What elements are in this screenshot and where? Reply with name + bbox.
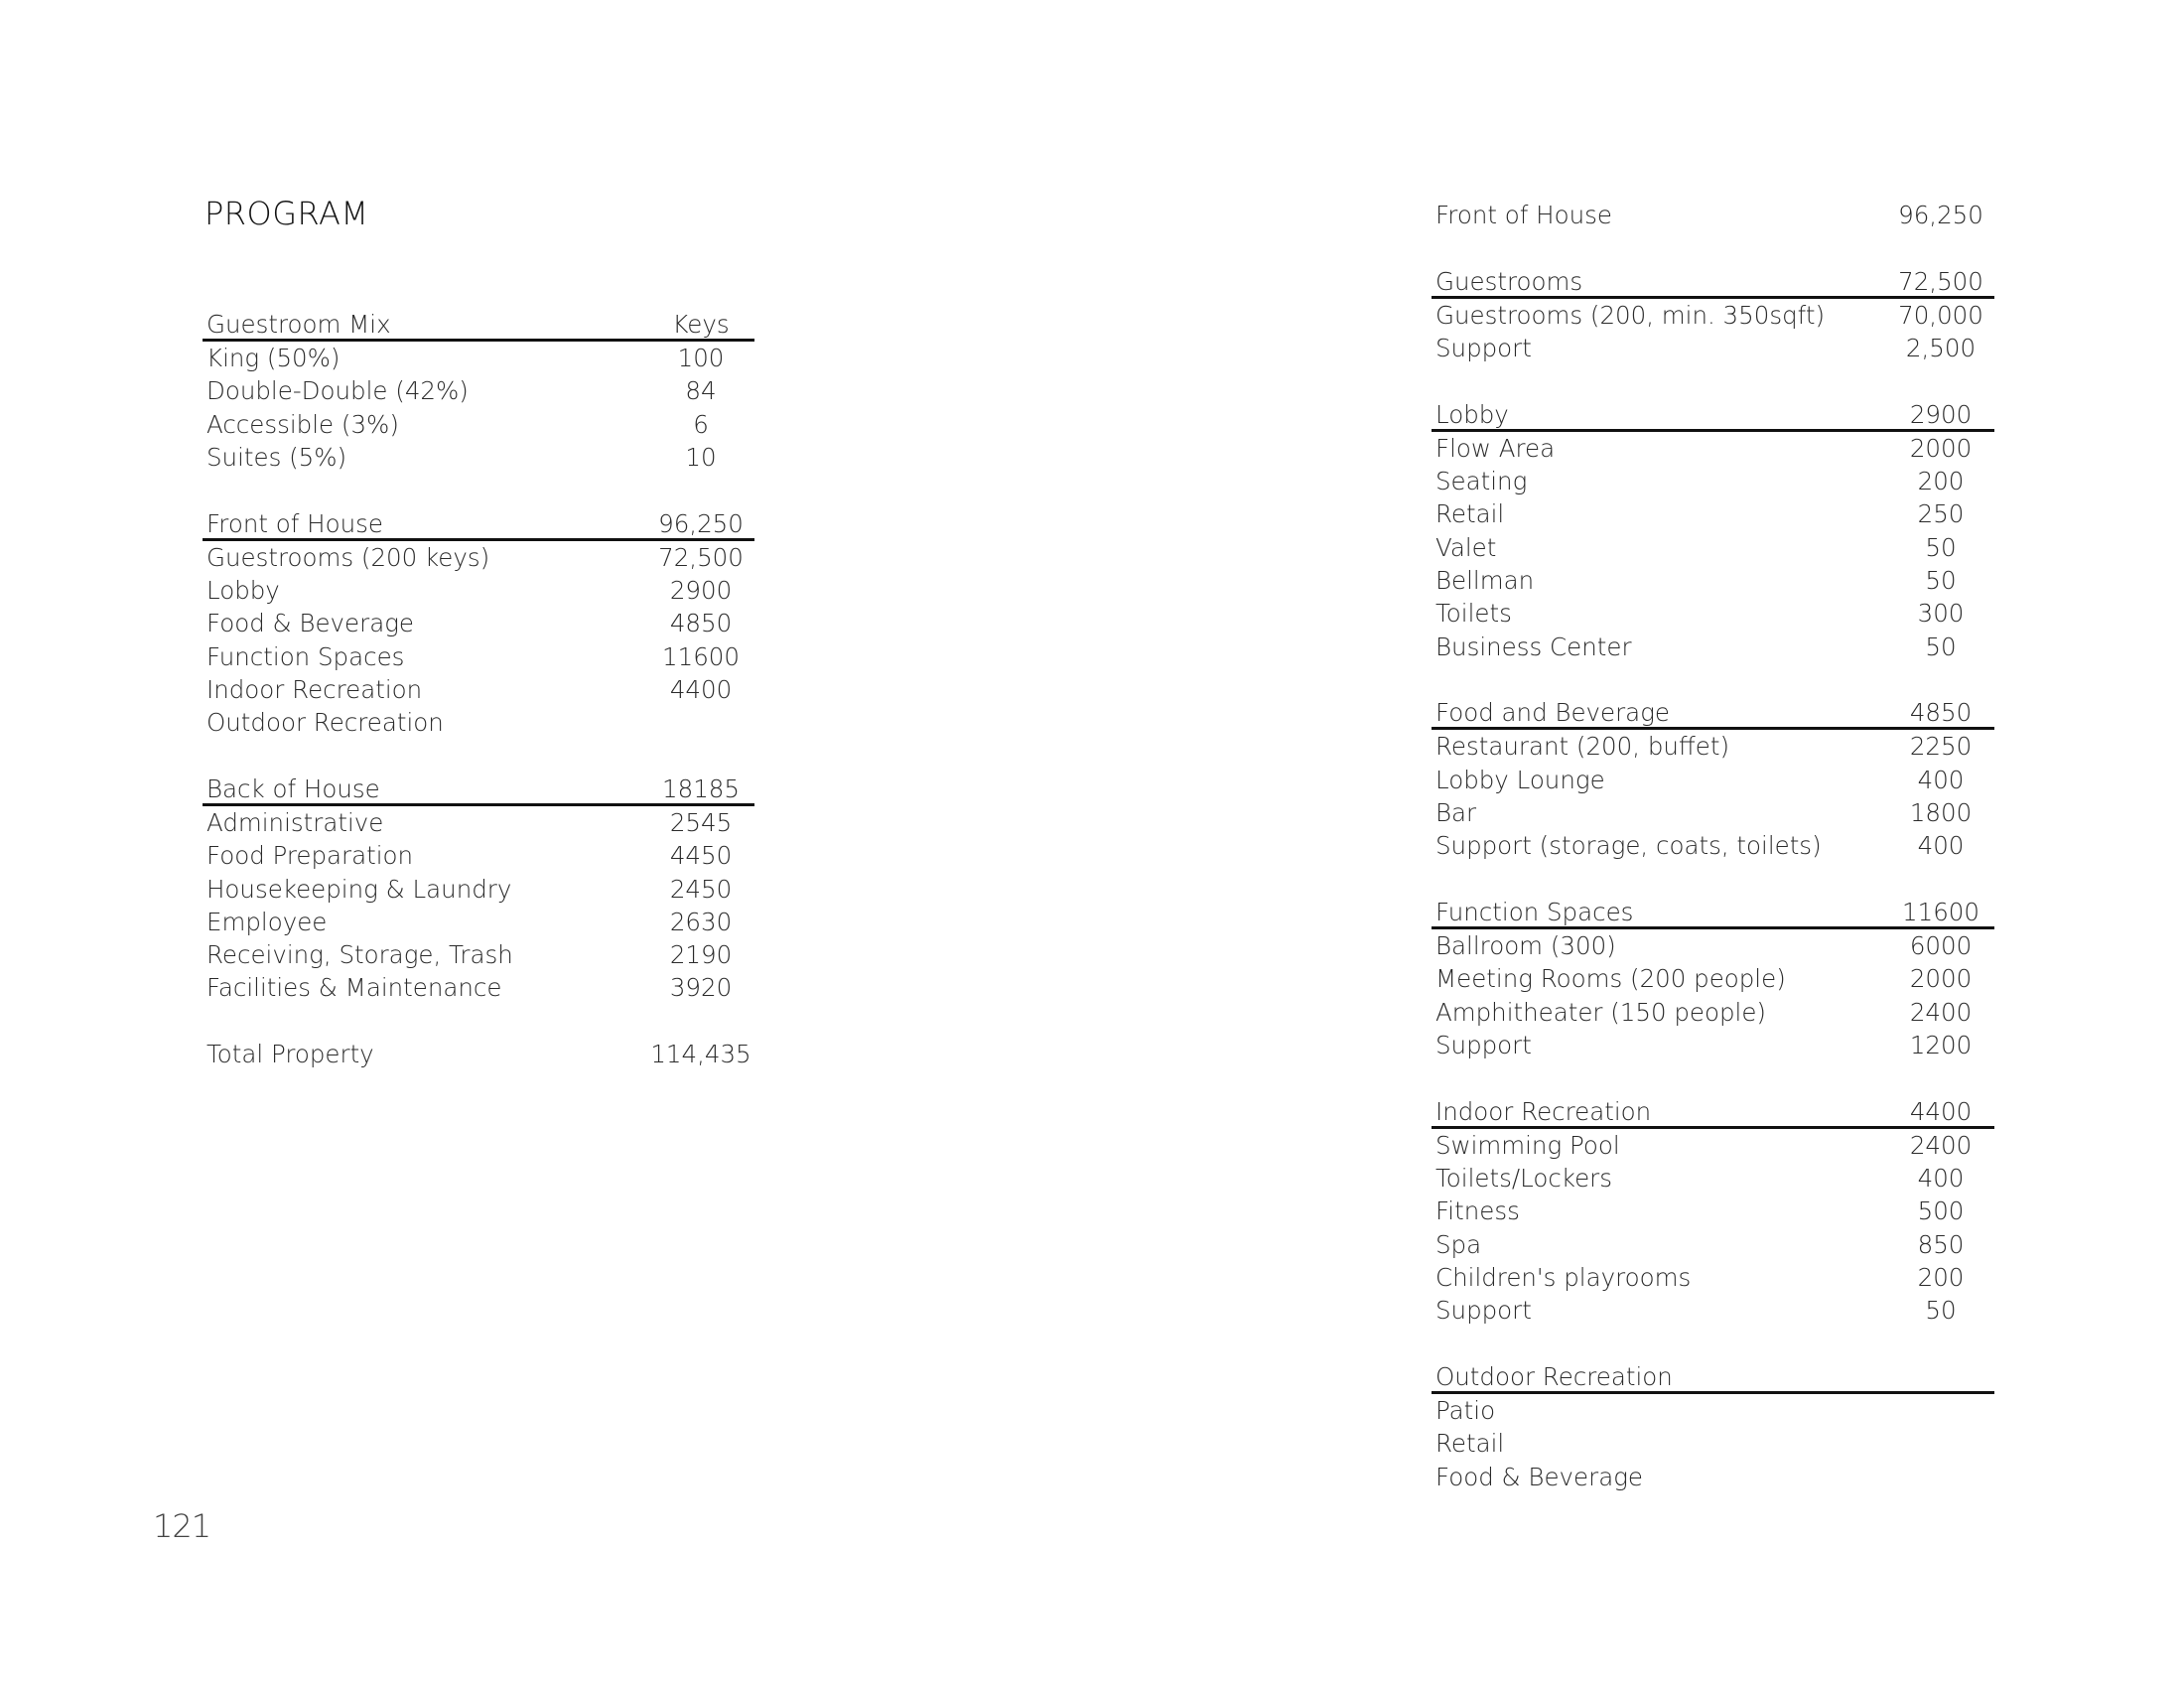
table-row — [1432, 597, 1994, 630]
row-label: Double-Double (42%) — [206, 376, 469, 406]
table-row — [1432, 497, 1994, 530]
row-label: Facilities & Maintenance — [206, 973, 502, 1003]
table-row — [1432, 1261, 1994, 1294]
row-value: 2,500 — [1905, 334, 1977, 363]
row-label: Toilets/Lockers — [1435, 1164, 1613, 1194]
row-value: 4850 — [669, 609, 733, 638]
row-label: Accessible (3%) — [206, 409, 399, 439]
group-header-value: 4400 — [1909, 1096, 1973, 1126]
row-label: Support (storage, coats, toilets) — [1435, 831, 1822, 861]
table-row — [1432, 962, 1994, 995]
guestrooms-group — [1432, 265, 1994, 365]
row-value: 2400 — [1909, 1130, 1973, 1160]
group-header-label: Food and Beverage — [1435, 698, 1670, 728]
table-row — [203, 408, 754, 441]
row-value: 4400 — [669, 674, 733, 704]
group-header-value: 11600 — [1902, 898, 1979, 927]
row-label: Support — [1435, 334, 1532, 363]
row-label: Support — [1435, 1296, 1532, 1326]
group-header — [1432, 398, 1994, 432]
row-label: Receiving, Storage, Trash — [206, 940, 513, 970]
row-label: Lobby Lounge — [1435, 765, 1605, 794]
table-row — [1432, 1461, 1994, 1493]
row-label: Swimming Pool — [1435, 1130, 1620, 1160]
table-row — [1432, 465, 1994, 497]
table-row — [1432, 1394, 1994, 1427]
row-label: Guestrooms (200, min. 350sqft) — [1435, 300, 1825, 330]
total-label: Total Property — [206, 1040, 374, 1069]
table-row — [1432, 432, 1994, 465]
row-label: Bellman — [1435, 566, 1535, 596]
front-of-house-total-row — [1432, 199, 1994, 231]
function-spaces-group — [1432, 896, 1994, 1061]
group-header — [1432, 265, 1994, 299]
page-title: PROGRAM — [205, 195, 369, 232]
table-row — [1432, 829, 1994, 862]
table-row — [1432, 1228, 1994, 1261]
row-value: 2250 — [1909, 732, 1973, 762]
table-row — [203, 541, 754, 574]
table-row — [1432, 531, 1994, 564]
program-summary-table — [203, 308, 754, 1071]
row-label: Front of House — [1435, 201, 1612, 229]
total-row — [203, 1038, 754, 1070]
row-label: Toilets — [1435, 599, 1512, 629]
row-value: 250 — [1917, 499, 1965, 529]
back-of-house-group — [203, 773, 754, 1005]
table-row — [1432, 1129, 1994, 1162]
row-label: Lobby — [206, 575, 280, 605]
row-label: Children's playrooms — [1435, 1263, 1692, 1293]
row-label: Outdoor Recreation — [206, 708, 444, 738]
table-row — [203, 441, 754, 474]
row-label: Spa — [1435, 1229, 1482, 1259]
row-label: Suites (5%) — [206, 442, 347, 472]
table-row — [203, 806, 754, 839]
group-header-value: 72,500 — [1898, 266, 1983, 296]
row-label: Restaurant (200, buffet) — [1435, 732, 1730, 762]
row-label: King (50%) — [206, 344, 341, 372]
table-row — [203, 971, 754, 1004]
table-row — [1432, 796, 1994, 829]
group-header-label: Indoor Recreation — [1435, 1096, 1652, 1126]
table-row — [203, 906, 754, 938]
group-header — [203, 773, 754, 806]
group-header-label: Guestrooms — [1435, 266, 1583, 296]
row-value: 300 — [1917, 599, 1965, 629]
row-value: 6000 — [1909, 931, 1973, 961]
group-header-label: Outdoor Recreation — [1435, 1362, 1673, 1392]
table-row — [1432, 564, 1994, 597]
table-row — [1432, 929, 1994, 962]
row-value: 200 — [1917, 467, 1965, 496]
row-value: 2000 — [1909, 964, 1973, 994]
row-label: Business Center — [1435, 632, 1632, 661]
row-value: 10 — [685, 442, 717, 472]
row-value: 4450 — [669, 841, 733, 871]
row-label: Bar — [1435, 798, 1477, 828]
row-value: 2400 — [1909, 997, 1973, 1027]
table-row — [1432, 996, 1994, 1029]
row-label: Function Spaces — [206, 641, 405, 671]
table-row — [203, 374, 754, 407]
group-header — [1432, 696, 1994, 730]
food-and-beverage-group — [1432, 696, 1994, 862]
table-row — [1432, 631, 1994, 663]
row-value: 72,500 — [658, 542, 744, 572]
row-label: Valet — [1435, 532, 1497, 562]
row-label: Indoor Recreation — [206, 674, 423, 704]
row-label: Food & Beverage — [1435, 1462, 1643, 1491]
row-value: 850 — [1917, 1229, 1965, 1259]
table-row — [1432, 299, 1994, 332]
row-label: Employee — [206, 907, 328, 936]
row-value: 400 — [1917, 765, 1965, 794]
row-label: Ballroom (300) — [1435, 931, 1616, 961]
table-row — [203, 839, 754, 872]
table-row — [203, 938, 754, 971]
program-detail-table — [1432, 199, 1994, 1493]
row-label: Retail — [1435, 499, 1505, 529]
row-value: 100 — [677, 344, 725, 372]
row-value: 2545 — [669, 807, 733, 837]
table-row — [1432, 1294, 1994, 1327]
table-row — [1432, 332, 1994, 364]
row-value: 2190 — [669, 940, 733, 970]
group-header-value: Keys — [672, 310, 730, 339]
row-label: Fitness — [1435, 1196, 1520, 1226]
row-label: Flow Area — [1435, 433, 1556, 463]
total-value: 114,435 — [650, 1040, 751, 1069]
table-row — [1432, 1195, 1994, 1227]
row-label: Patio — [1435, 1396, 1496, 1426]
row-label: Administrative — [206, 807, 384, 837]
table-row — [1432, 764, 1994, 796]
group-header-label: Front of House — [206, 508, 383, 538]
row-value: 50 — [1925, 632, 1957, 661]
row-value: 400 — [1917, 1164, 1965, 1194]
indoor-recreation-group — [1432, 1095, 1994, 1328]
row-value: 50 — [1925, 1296, 1957, 1326]
row-label: Amphitheater (150 people) — [1435, 997, 1766, 1027]
row-value: 96,250 — [1898, 201, 1983, 229]
row-value: 1800 — [1909, 798, 1973, 828]
row-label: Food & Beverage — [206, 609, 414, 638]
row-value: 500 — [1917, 1196, 1965, 1226]
guestroom-mix-group — [203, 308, 754, 474]
table-row — [1432, 1162, 1994, 1195]
row-value: 50 — [1925, 566, 1957, 596]
page-number: 121 — [153, 1507, 211, 1545]
table-row — [203, 673, 754, 706]
row-label: Food Preparation — [206, 841, 414, 871]
group-header-label: Function Spaces — [1435, 898, 1634, 927]
row-value: 1200 — [1909, 1031, 1973, 1060]
group-header-value: 18185 — [662, 774, 740, 803]
table-row — [203, 873, 754, 906]
row-value: 2630 — [669, 907, 733, 936]
row-value: 84 — [685, 376, 717, 406]
row-label: Meeting Rooms (200 people) — [1435, 964, 1786, 994]
group-header-value: 96,250 — [658, 508, 744, 538]
table-row — [203, 706, 754, 739]
table-row — [203, 342, 754, 374]
row-value: 400 — [1917, 831, 1965, 861]
row-value: 11600 — [662, 641, 740, 671]
lobby-group — [1432, 398, 1994, 663]
row-label: Seating — [1435, 467, 1528, 496]
row-value: 3920 — [669, 973, 733, 1003]
table-row — [203, 607, 754, 639]
table-row — [203, 574, 754, 607]
group-header-value: 4850 — [1909, 698, 1973, 728]
group-header-label: Back of House — [206, 774, 380, 803]
row-value: 2000 — [1909, 433, 1973, 463]
row-label: Housekeeping & Laundry — [206, 874, 512, 904]
row-label: Retail — [1435, 1429, 1505, 1459]
row-label: Support — [1435, 1031, 1532, 1060]
group-header — [1432, 1360, 1994, 1394]
row-value: 200 — [1917, 1263, 1965, 1293]
table-row — [203, 640, 754, 673]
group-header — [203, 308, 754, 342]
row-value: 2900 — [669, 575, 733, 605]
group-header — [203, 507, 754, 541]
group-header — [1432, 896, 1994, 929]
row-value: 50 — [1925, 532, 1957, 562]
table-row — [1432, 1427, 1994, 1460]
group-header — [1432, 1095, 1994, 1129]
front-of-house-group — [203, 507, 754, 740]
row-value: 70,000 — [1898, 300, 1983, 330]
group-header-value: 2900 — [1909, 399, 1973, 429]
table-row — [1432, 1029, 1994, 1061]
group-header-label: Guestroom Mix — [206, 310, 391, 339]
row-value: 2450 — [669, 874, 733, 904]
group-header-label: Lobby — [1435, 399, 1509, 429]
table-row — [1432, 730, 1994, 763]
row-label: Guestrooms (200 keys) — [206, 542, 490, 572]
row-value: 6 — [693, 409, 709, 439]
outdoor-recreation-group — [1432, 1360, 1994, 1493]
